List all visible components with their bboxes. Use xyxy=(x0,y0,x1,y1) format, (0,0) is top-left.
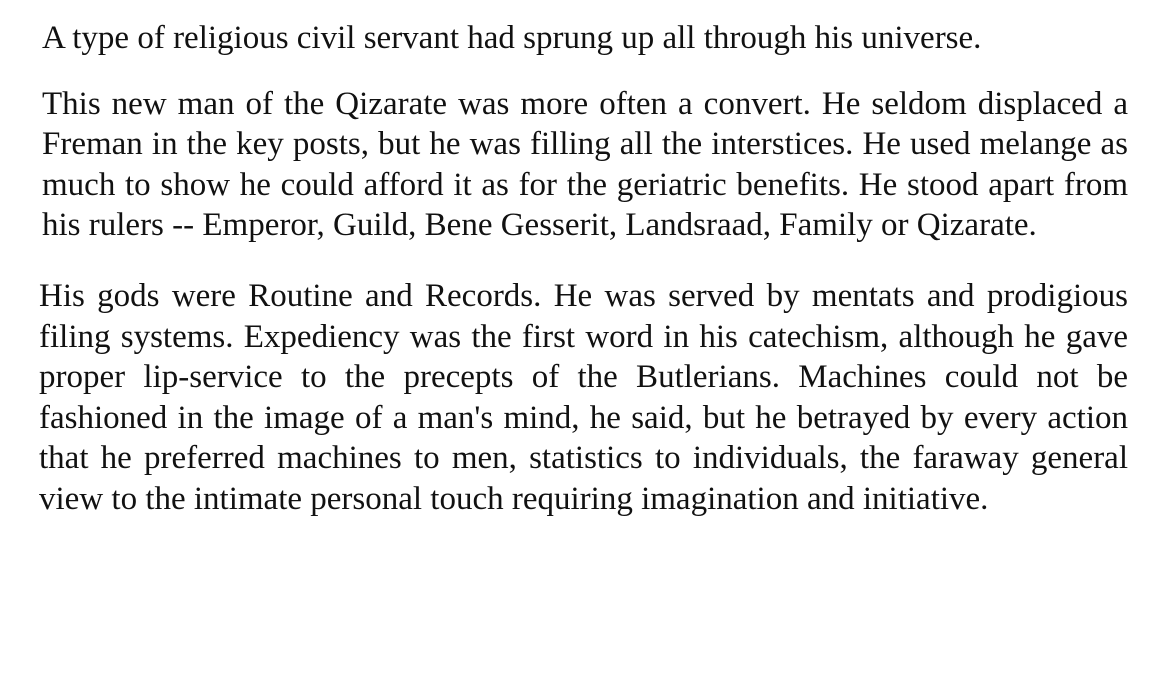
paragraph-3: His gods were Routine and Records. He was served by mentats and prodigious filing systems. Expediency was the first word in his catechism, although he gave proper lip-service to the precepts of the Butlerians. Machines could not be fashioned in the image of a man's mind, he said, but he betrayed by every action that he preferred machines to men, statistics to individuals, the faraway general view to the intimate personal touch requiring imagination and initiative. xyxy=(39,277,1128,517)
paragraph-1: A type of religious civil servant had sprung up all through his universe. xyxy=(42,20,982,56)
paragraph-2: This new man of the Qizarate was more often a convert. He seldom displaced a Freman in the key posts, but he was filling all the interstices. He used melange as much to show he could afford it as for the geriatric benefits. He stood apart from his rulers -- Emperor, Guild, Bene Gesserit, Landsraad, Family or Qizarate. xyxy=(42,85,1128,244)
document-body xyxy=(39,18,1128,520)
